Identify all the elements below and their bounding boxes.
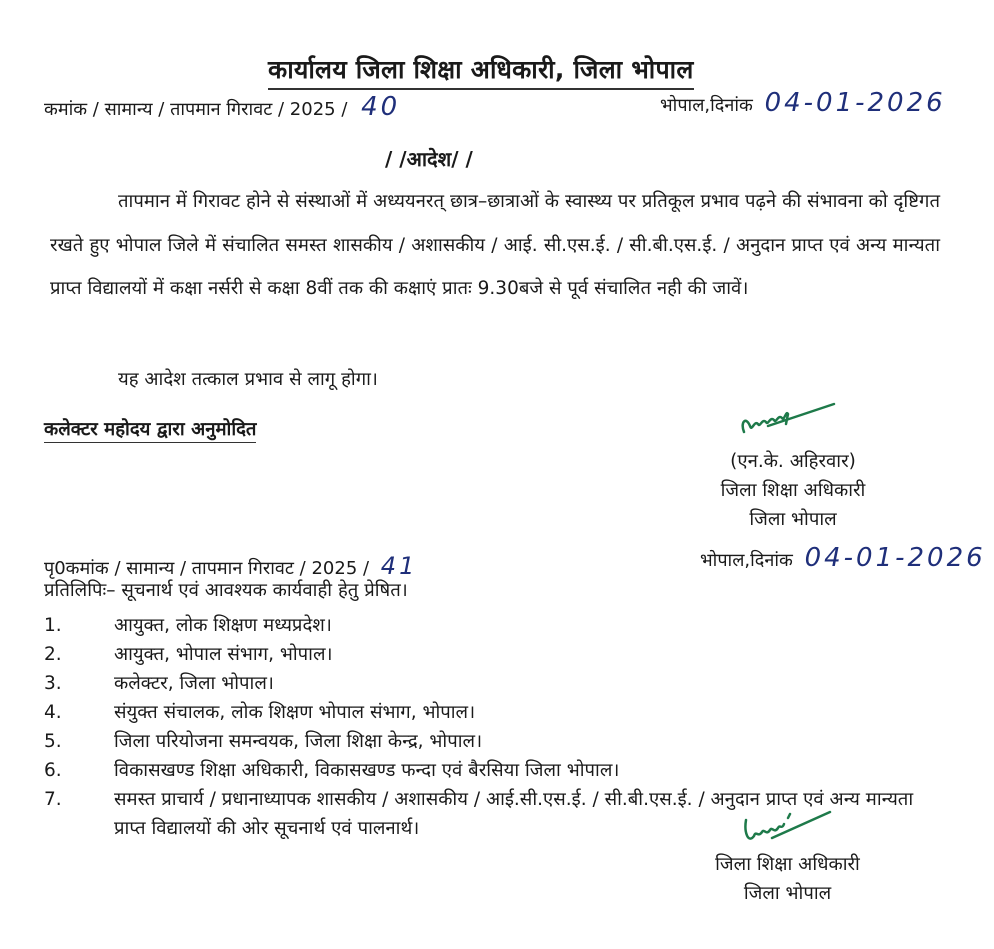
list-text: संयुक्त संचालक, लोक शिक्षण भोपाल संभाग, भोपाल। bbox=[114, 702, 476, 723]
signature-icon bbox=[738, 808, 834, 854]
order-date bbox=[660, 88, 946, 118]
list-number: 6. bbox=[44, 760, 62, 781]
signatory-designation: जिला शिक्षा अधिकारी bbox=[720, 480, 866, 501]
signatory-block-2 bbox=[680, 850, 895, 908]
date-label: भोपाल,दिनांक bbox=[700, 550, 793, 571]
reference-number-handwritten: 40 bbox=[361, 92, 401, 122]
list-text: जिला परियोजना समन्वयक, जिला शिक्षा केन्द्र, भोपाल। bbox=[114, 731, 483, 752]
signatory-location: जिला भोपाल bbox=[749, 509, 837, 530]
date-label: भोपाल,दिनांक bbox=[660, 95, 753, 116]
list-text: कलेक्टर, जिला भोपाल। bbox=[114, 673, 274, 694]
date-handwritten: 04-01-2026 bbox=[804, 543, 986, 573]
list-number: 4. bbox=[44, 702, 62, 723]
list-item bbox=[44, 698, 944, 727]
list-number: 7. bbox=[44, 789, 62, 810]
list-number: 5. bbox=[44, 731, 62, 752]
list-item bbox=[44, 640, 944, 669]
effect-line: यह आदेश तत्काल प्रभाव से लागू होगा। bbox=[118, 369, 378, 390]
list-number: 2. bbox=[44, 644, 62, 665]
signatory-name: (एन.के. अहिरवार) bbox=[730, 451, 856, 472]
list-item bbox=[44, 727, 944, 756]
date-handwritten: 04-01-2026 bbox=[764, 88, 946, 118]
copy-intro: प्रतिलिपिः– सूचनार्थ एवं आवश्यक कार्यवाही हेतु प्रेषित। bbox=[44, 580, 408, 601]
reference-prefix: कमांक / सामान्य / तापमान गिरावट / 2025 / bbox=[44, 99, 348, 120]
signature-icon bbox=[738, 402, 838, 448]
reference-prefix: पृ0कमांक / सामान्य / तापमान गिरावट / 2025 / bbox=[44, 558, 370, 579]
order-paragraph: तापमान में गिरावट होने से संस्थाओं में अध्ययनरत् छात्र–छात्राओं के स्वास्थ्य पर प्रतिकूल प्रभाव पढ़ने की संभावना को दृष्टिगत रखते हुए भोपाल जिले में संचालित समस्त शासकीय / अशासकीय / आई. सी.एस.ई. / सी.बी.एस.ई. / अनुदान प्राप्त एवं अन्य मान्यता प्राप्त विद्यालयों में कक्षा नर्सरी से कक्षा 8वीं तक की कक्षाएं प्रातः 9.30बजे से पूर्व संचालित नही की जावें। bbox=[50, 191, 940, 299]
signatory-block-1 bbox=[688, 447, 898, 534]
copy-date bbox=[700, 543, 986, 573]
signatory-location: जिला भोपाल bbox=[743, 883, 832, 904]
copy-reference bbox=[44, 552, 417, 580]
collector-approval-note: कलेक्टर महोदय द्वारा अनुमोदित bbox=[44, 416, 256, 443]
list-item bbox=[44, 611, 944, 640]
list-item bbox=[44, 756, 944, 785]
order-heading: / /आदेश/ / bbox=[385, 147, 473, 171]
order-reference bbox=[44, 92, 400, 122]
office-title: कार्यालय जिला शिक्षा अधिकारी, जिला भोपाल bbox=[268, 52, 694, 90]
list-item bbox=[44, 669, 944, 698]
signatory-designation: जिला शिक्षा अधिकारी bbox=[715, 854, 860, 875]
list-number: 1. bbox=[44, 615, 62, 636]
list-text: आयुक्त, लोक शिक्षण मध्यप्रदेश। bbox=[114, 615, 332, 636]
reference-number-handwritten: 41 bbox=[380, 552, 418, 580]
list-text: आयुक्त, भोपाल संभाग, भोपाल। bbox=[114, 644, 333, 665]
list-number: 3. bbox=[44, 673, 62, 694]
list-text: विकासखण्ड शिक्षा अधिकारी, विकासखण्ड फन्दा एवं बैरसिया जिला भोपाल। bbox=[114, 760, 620, 781]
list-text: समस्त प्राचार्य / प्रधानाध्यापक शासकीय / अशासकीय / आई.सी.एस.ई. / सी.बी.एस.ई. / अनुदान प्राप्त एवं अन्य मान्यता प्राप्त विद्यालयों की ओर सूचनार्थ एवं पालनार्थ। bbox=[114, 789, 914, 839]
